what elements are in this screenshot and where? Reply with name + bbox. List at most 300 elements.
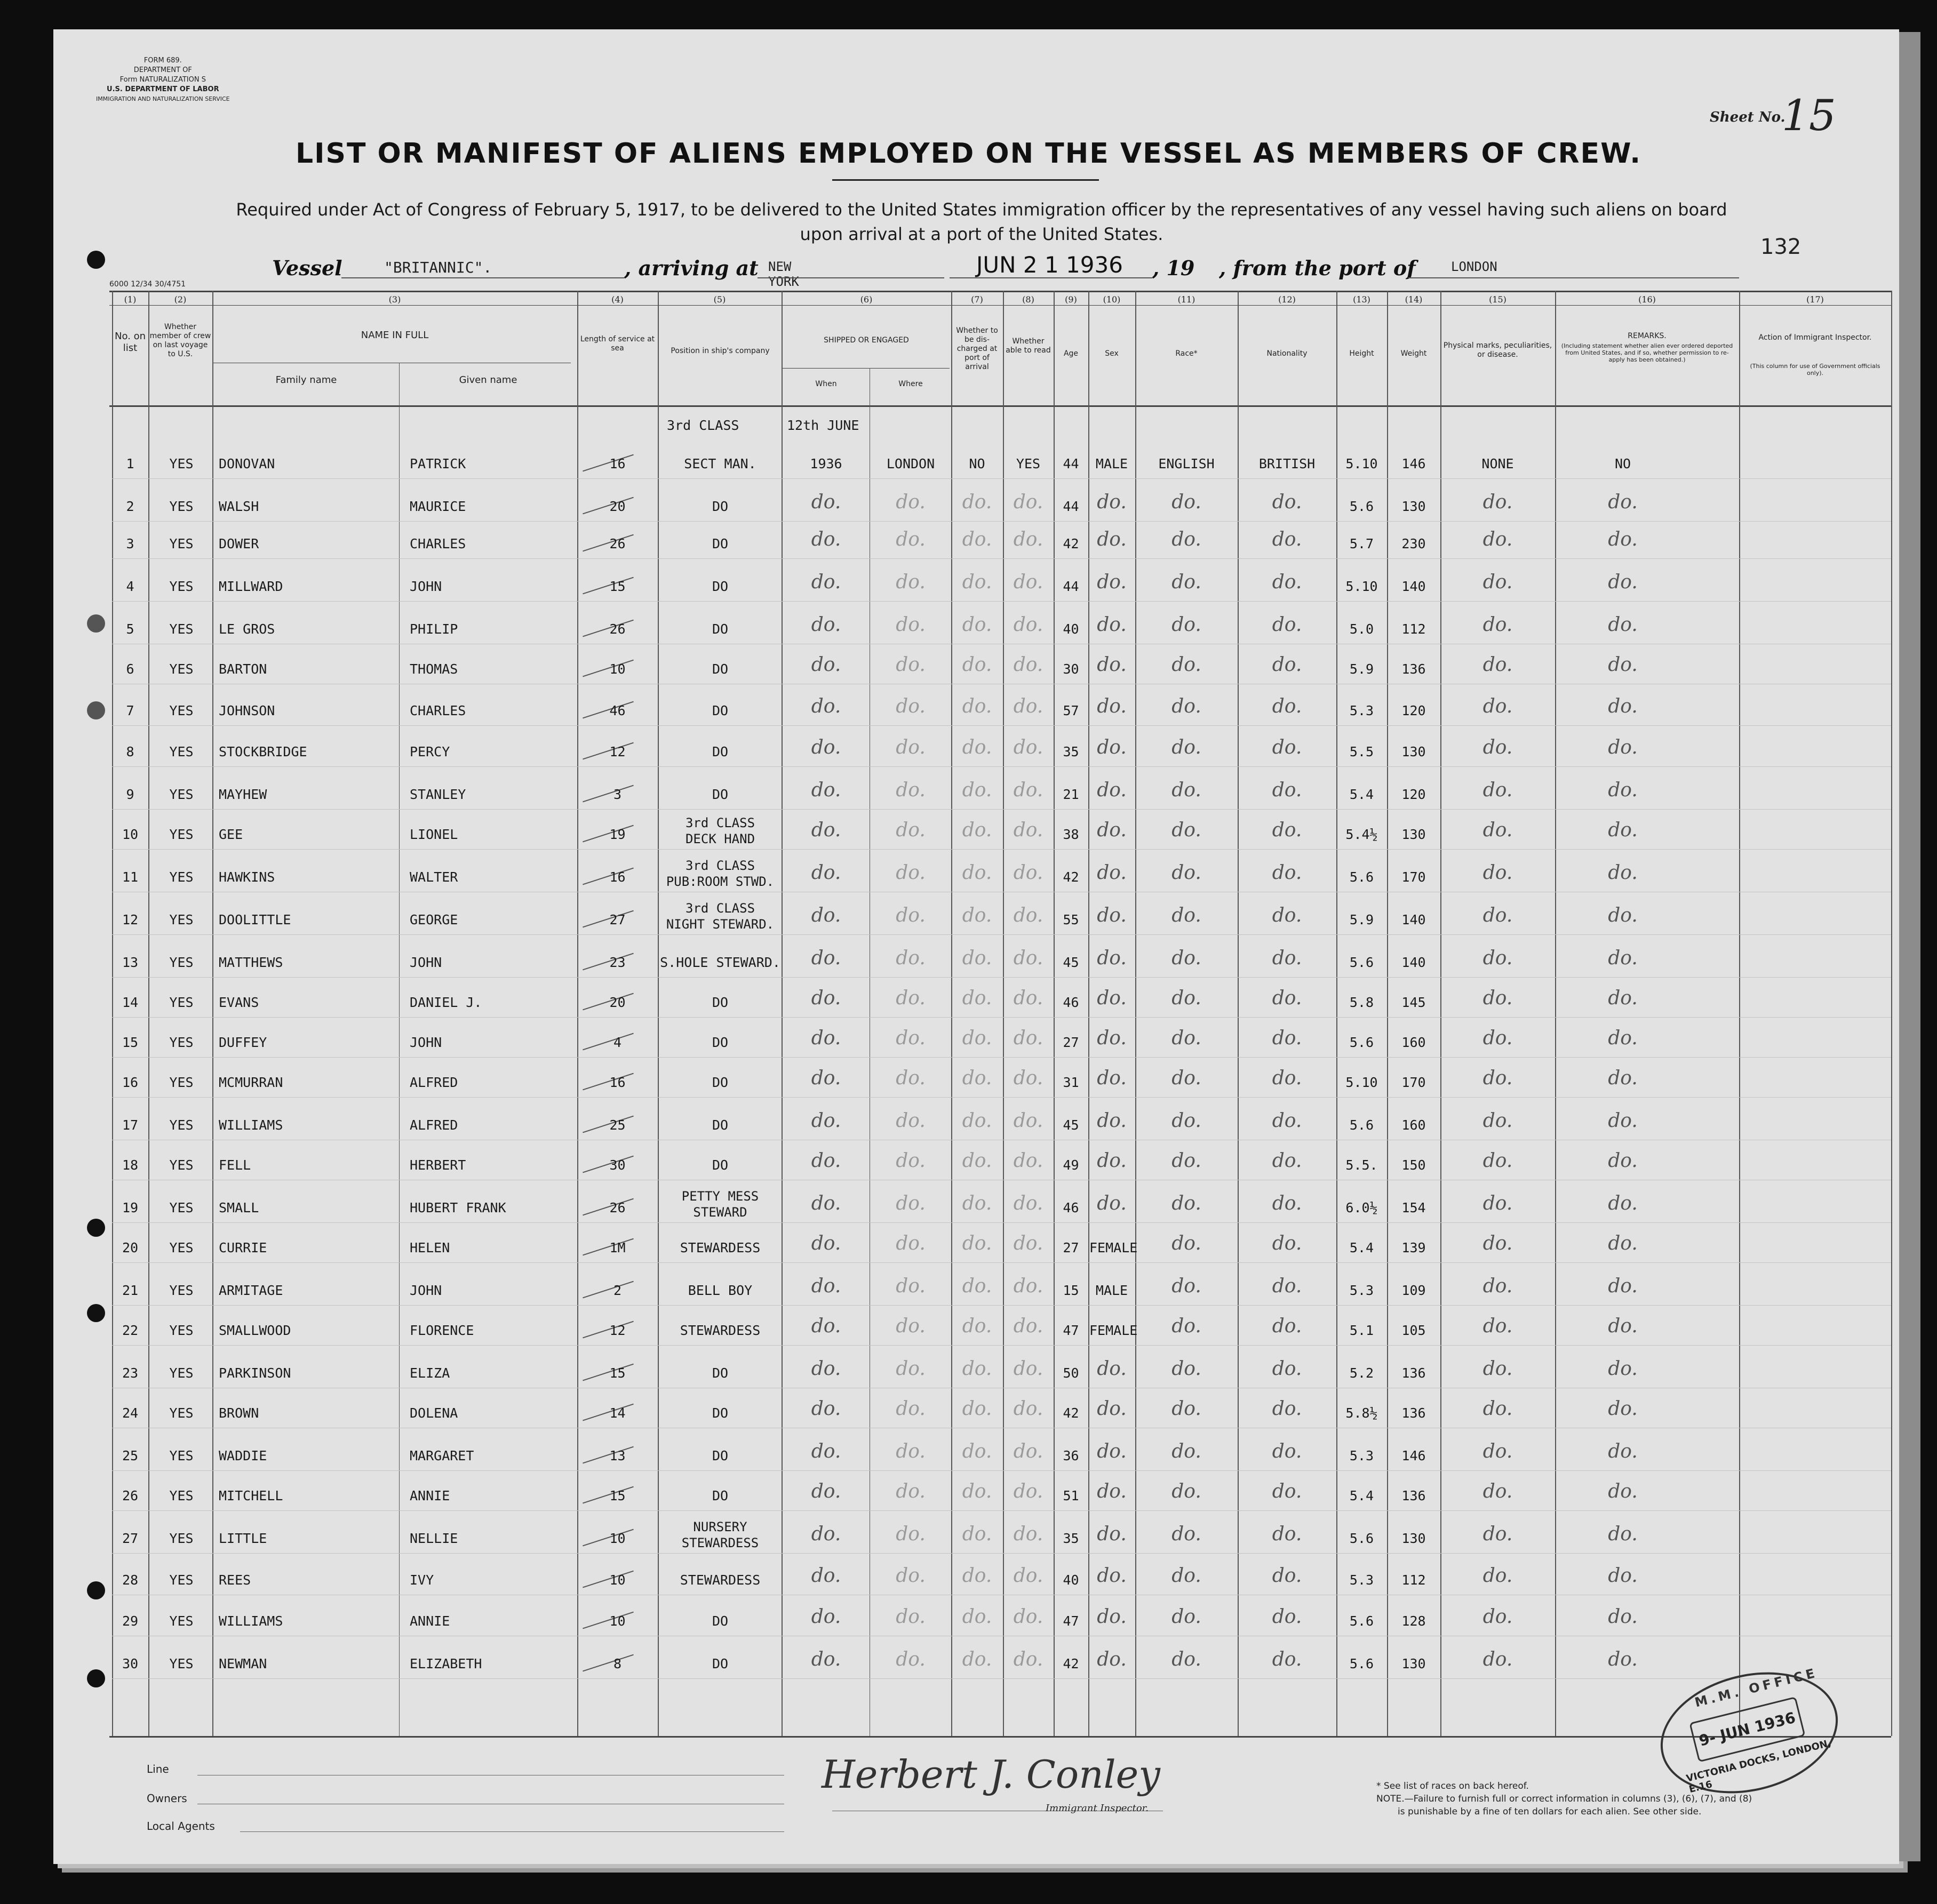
row-family-name: DONOVAN xyxy=(219,456,275,471)
row-read-ditto: do. xyxy=(1013,654,1043,676)
row-nat-ditto: do. xyxy=(1272,1110,1302,1132)
row-given-name: GEORGE xyxy=(410,912,458,927)
row-remarks-ditto: do. xyxy=(1608,529,1638,550)
row-number: 20 xyxy=(122,1240,139,1255)
row-position: DO xyxy=(712,787,729,802)
row-weight: 109 xyxy=(1401,1283,1426,1298)
row-age: 50 xyxy=(1063,1365,1079,1381)
row-read-ditto: do. xyxy=(1013,571,1043,593)
row-nat-ditto: do. xyxy=(1272,987,1302,1009)
row-weight: 140 xyxy=(1401,955,1426,970)
row-age: 31 xyxy=(1063,1075,1079,1090)
colnum-3: (3) xyxy=(388,294,401,305)
row-disch-ditto: do. xyxy=(962,819,992,841)
row-where-ditto: do. xyxy=(896,1606,926,1628)
header-family-name: Family name xyxy=(275,374,337,386)
row-position-2: DECK HAND xyxy=(685,831,755,846)
row-height: 5.9 xyxy=(1349,661,1374,677)
row-position: 3rd CLASS xyxy=(685,815,755,830)
row-rule xyxy=(112,521,1891,522)
row-given-name: THOMAS xyxy=(410,661,458,677)
row-weight: 112 xyxy=(1401,1572,1426,1588)
row-last-voyage: YES xyxy=(169,1200,194,1215)
row-service: 20 xyxy=(609,995,626,1010)
row-position: S.HOLE STEWARD. xyxy=(660,955,780,970)
row-race-ditto: do. xyxy=(1171,862,1201,884)
row-weight: 136 xyxy=(1401,1488,1426,1503)
row-position-2: STEWARDESS xyxy=(681,1535,759,1550)
row-read-ditto: do. xyxy=(1013,695,1043,717)
row-height: 5.4½ xyxy=(1345,827,1378,842)
colnum-rule xyxy=(109,305,1891,306)
row-read-ditto: do. xyxy=(1013,1027,1043,1049)
shipped-sub-rule xyxy=(782,368,950,369)
row-given-name: DOLENA xyxy=(410,1405,458,1421)
row-disch-ditto: do. xyxy=(962,1441,992,1462)
row-age: 38 xyxy=(1063,827,1079,842)
row-marks-ditto: do. xyxy=(1482,1441,1513,1462)
row-nat-ditto: do. xyxy=(1272,1523,1302,1545)
row-service: 4 xyxy=(613,1035,622,1050)
row-read-ditto: do. xyxy=(1013,1358,1043,1380)
row-given-name: JOHN xyxy=(410,1035,442,1050)
row-when-ditto: do. xyxy=(811,1275,841,1297)
row-given-name: PATRICK xyxy=(410,456,466,471)
row-position: 3rd CLASS xyxy=(685,901,755,916)
row-rule xyxy=(112,1097,1891,1098)
row-service: 16 xyxy=(609,456,626,471)
row-last-voyage: YES xyxy=(169,1448,194,1463)
row-disch-ditto: do. xyxy=(962,1150,992,1172)
row-number: 26 xyxy=(122,1488,139,1503)
row-height: 5.6 xyxy=(1349,499,1374,514)
row-position: STEWARDESS xyxy=(680,1240,761,1255)
row-given-name: HERBERT xyxy=(410,1157,466,1173)
row-marks-ditto: do. xyxy=(1482,491,1513,513)
inspector-signature: Herbert J. Conley xyxy=(822,1752,1160,1797)
row-when-ditto: do. xyxy=(811,1027,841,1049)
row-sex-ditto: do. xyxy=(1097,654,1127,676)
row-read-ditto: do. xyxy=(1013,1481,1043,1502)
row-number: 12 xyxy=(122,912,139,927)
row-last-voyage: YES xyxy=(169,703,194,718)
row-family-name: BROWN xyxy=(219,1405,259,1421)
row-weight: 136 xyxy=(1401,1405,1426,1421)
row-number: 1 xyxy=(126,456,134,471)
row-rule xyxy=(112,1262,1891,1263)
row-position: DO xyxy=(712,703,729,718)
row-family-name: SMALLWOOD xyxy=(219,1323,291,1338)
row-height: 5.10 xyxy=(1345,456,1378,471)
row-rule xyxy=(112,934,1891,935)
row-position: DO xyxy=(712,579,729,594)
row-where-ditto: do. xyxy=(896,1398,926,1420)
row-position: DO xyxy=(712,536,729,551)
from-label: , from the port of xyxy=(1219,256,1416,280)
row-weight: 140 xyxy=(1401,579,1426,594)
row-number: 19 xyxy=(122,1200,139,1215)
punch-hole xyxy=(87,251,105,269)
row-age: 44 xyxy=(1063,499,1079,514)
row-race: ENGLISH xyxy=(1158,456,1215,471)
row-height: 5.3 xyxy=(1349,703,1374,718)
row-disch-ditto: do. xyxy=(962,529,992,550)
row-family-name: FELL xyxy=(219,1157,251,1173)
row-service: 14 xyxy=(609,1405,626,1421)
row-when-ditto: do. xyxy=(811,779,841,801)
row-number: 18 xyxy=(122,1157,139,1173)
row-last-voyage: YES xyxy=(169,456,194,471)
row-last-voyage: YES xyxy=(169,1405,194,1421)
row-sex-ditto: do. xyxy=(1097,491,1127,513)
row-marks-ditto: do. xyxy=(1482,1315,1513,1337)
header-discharged: Whether to be dis-charged at port of arrival xyxy=(956,326,998,371)
row-number: 2 xyxy=(126,499,134,514)
row-sex-ditto: do. xyxy=(1097,1606,1127,1628)
row-sex-ditto: do. xyxy=(1097,862,1127,884)
row-when-ditto: do. xyxy=(811,1441,841,1462)
row-marks-ditto: do. xyxy=(1482,819,1513,841)
header-remarks-note: (Including statement whether alien ever ordered deported from United States, and if so, whether permission to re-apply has been obtained.) xyxy=(1561,342,1733,363)
row-family-name: MAYHEW xyxy=(219,787,267,802)
row-marks-ditto: do. xyxy=(1482,1523,1513,1545)
row-family-name: WALSH xyxy=(219,499,259,514)
row-nat-ditto: do. xyxy=(1272,1315,1302,1337)
row-race-ditto: do. xyxy=(1171,1275,1201,1297)
row-read-ditto: do. xyxy=(1013,947,1043,969)
date-underline xyxy=(950,277,1152,278)
row-last-voyage: YES xyxy=(169,827,194,842)
row-age: 27 xyxy=(1063,1035,1079,1050)
row-position: DO xyxy=(712,1035,729,1050)
row-nat-ditto: do. xyxy=(1272,1275,1302,1297)
row-disch-ditto: do. xyxy=(962,1398,992,1420)
row-height: 5.6 xyxy=(1349,1531,1374,1546)
row-last-voyage: YES xyxy=(169,1572,194,1588)
row-read-ditto: do. xyxy=(1013,1110,1043,1132)
row-disch-ditto: do. xyxy=(962,1523,992,1545)
row-position: NURSERY xyxy=(693,1519,747,1534)
row-given-name: JOHN xyxy=(410,955,442,970)
row-height: 5.4 xyxy=(1349,1488,1374,1503)
page-edge xyxy=(1899,32,1920,1861)
row-when-ditto: do. xyxy=(811,862,841,884)
row-disch-ditto: do. xyxy=(962,1606,992,1628)
footer-note-fine: is punishable by a fine of ten dollars for each alien. See other side. xyxy=(1398,1806,1702,1817)
row-sex-ditto: do. xyxy=(1097,614,1127,636)
row-disch-ditto: do. xyxy=(962,1481,992,1502)
row-read-ditto: do. xyxy=(1013,491,1043,513)
row-age: 42 xyxy=(1063,869,1079,885)
row-last-voyage: YES xyxy=(169,1656,194,1671)
row-marks-ditto: do. xyxy=(1482,905,1513,926)
row-weight: 128 xyxy=(1401,1613,1426,1629)
row-race-ditto: do. xyxy=(1171,905,1201,926)
row-age: 44 xyxy=(1063,579,1079,594)
row-weight: 230 xyxy=(1401,536,1426,551)
row-weight: 154 xyxy=(1401,1200,1426,1215)
row-weight: 120 xyxy=(1401,703,1426,718)
header-given-name: Given name xyxy=(459,374,517,386)
row-age: 35 xyxy=(1063,744,1079,759)
row-position: DO xyxy=(712,1365,729,1381)
row-where-ditto: do. xyxy=(896,571,926,593)
row-race-ditto: do. xyxy=(1171,1315,1201,1337)
row-nat-ditto: do. xyxy=(1272,1193,1302,1214)
row-height: 5.6 xyxy=(1349,869,1374,885)
row-remarks-ditto: do. xyxy=(1608,1523,1638,1545)
row-race-ditto: do. xyxy=(1171,1193,1201,1214)
header-where: Where xyxy=(898,380,923,388)
row-race-ditto: do. xyxy=(1171,529,1201,550)
row-rule xyxy=(112,849,1891,850)
row-read-ditto: do. xyxy=(1013,1606,1043,1628)
row-when: 1936 xyxy=(810,456,842,471)
row-race-ditto: do. xyxy=(1171,819,1201,841)
row-read-ditto: do. xyxy=(1013,1649,1043,1670)
row-service: 26 xyxy=(609,621,626,637)
row-position: DO xyxy=(712,1075,729,1090)
row-remarks-ditto: do. xyxy=(1608,987,1638,1009)
row-family-name: MCMURRAN xyxy=(219,1075,283,1090)
row-race-ditto: do. xyxy=(1171,1067,1201,1089)
row-where-ditto: do. xyxy=(896,1110,926,1132)
stamp-address: VICTORIA DOCKS, LONDON, E.16 xyxy=(1685,1737,1832,1796)
row-last-voyage: YES xyxy=(169,1117,194,1133)
row-last-voyage: YES xyxy=(169,1283,194,1298)
row-sex-ditto: do. xyxy=(1097,819,1127,841)
row-when-ditto: do. xyxy=(811,737,841,758)
row-position: DO xyxy=(712,744,729,759)
row-marks-ditto: do. xyxy=(1482,1233,1513,1254)
row-given-name: STANLEY xyxy=(410,787,466,802)
colnum-5: (5) xyxy=(713,294,726,305)
row-service: 27 xyxy=(609,912,626,927)
row-when-ditto: do. xyxy=(811,529,841,550)
row-where-ditto: do. xyxy=(896,1027,926,1049)
row-number: 21 xyxy=(122,1283,139,1298)
row-race-ditto: do. xyxy=(1171,1606,1201,1628)
row-nat-ditto: do. xyxy=(1272,1565,1302,1587)
footer-owners-label: Owners xyxy=(147,1792,187,1805)
stamp-office: M.M. OFFICE xyxy=(1693,1665,1820,1710)
row-family-name: WADDIE xyxy=(219,1448,267,1463)
row-remarks-ditto: do. xyxy=(1608,695,1638,717)
row-read-ditto: do. xyxy=(1013,1067,1043,1089)
row-sex-ditto: do. xyxy=(1097,529,1127,550)
row-weight: 160 xyxy=(1401,1035,1426,1050)
row-given-name: ANNIE xyxy=(410,1488,450,1503)
row-nat-ditto: do. xyxy=(1272,1649,1302,1670)
row-when-ditto: do. xyxy=(811,654,841,676)
row-when-ditto: do. xyxy=(811,987,841,1009)
row-rule xyxy=(112,1470,1891,1471)
vessel-underline xyxy=(341,277,624,278)
colnum-11: (11) xyxy=(1177,294,1195,305)
row-race-ditto: do. xyxy=(1171,1233,1201,1254)
row-position: DO xyxy=(712,621,729,637)
row-remarks-ditto: do. xyxy=(1608,1358,1638,1380)
row-age: 27 xyxy=(1063,1240,1079,1255)
row-position: DO xyxy=(712,995,729,1010)
row-last-voyage: YES xyxy=(169,955,194,970)
row-where-ditto: do. xyxy=(896,695,926,717)
row-weight: 136 xyxy=(1401,661,1426,677)
header-inspector-note: (This column for use of Government officials only). xyxy=(1750,363,1880,377)
pre-row-position: 3rd CLASS xyxy=(667,418,739,433)
row-disch-ditto: do. xyxy=(962,1027,992,1049)
row-where-ditto: do. xyxy=(896,529,926,550)
form-dept: DEPARTMENT OF xyxy=(133,66,192,74)
page-title: LIST OR MANIFEST OF ALIENS EMPLOYED ON THE VESSEL AS MEMBERS OF CREW. xyxy=(296,138,1641,170)
row-number: 10 xyxy=(122,827,139,842)
row-disch-ditto: do. xyxy=(962,1565,992,1587)
row-family-name: JOHNSON xyxy=(219,703,275,718)
row-service: 2 xyxy=(613,1283,622,1298)
row-position: DO xyxy=(712,1488,729,1503)
arrival-date-stamp: JUN 2 1 1936 xyxy=(976,252,1123,278)
row-marks-ditto: do. xyxy=(1482,737,1513,758)
row-nat: BRITISH xyxy=(1258,456,1316,471)
row-remarks-ditto: do. xyxy=(1608,862,1638,884)
row-position: STEWARDESS xyxy=(680,1323,761,1338)
row-service: 46 xyxy=(609,703,626,718)
row-where: LONDON xyxy=(886,456,935,471)
sheet-number: 15 xyxy=(1782,91,1836,140)
form-id-block xyxy=(96,56,230,104)
colnum-6: (6) xyxy=(860,294,873,305)
row-disch-ditto: do. xyxy=(962,1358,992,1380)
row-disch-ditto: do. xyxy=(962,1233,992,1254)
row-height: 5.6 xyxy=(1349,1613,1374,1629)
row-disch-ditto: do. xyxy=(962,695,992,717)
table-top-rule xyxy=(109,291,1891,292)
row-age: 35 xyxy=(1063,1531,1079,1546)
row-where-ditto: do. xyxy=(896,1649,926,1670)
colnum-10: (10) xyxy=(1103,294,1121,305)
row-remarks-ditto: do. xyxy=(1608,947,1638,969)
colnum-13: (13) xyxy=(1353,294,1370,305)
sheet-label: Sheet No. xyxy=(1710,109,1785,125)
row-given-name: ALFRED xyxy=(410,1075,458,1090)
header-last-voyage: Whether member of crew on last voyage to U.S. xyxy=(149,323,211,358)
row-nat-ditto: do. xyxy=(1272,947,1302,969)
row-where-ditto: do. xyxy=(896,1481,926,1502)
row-remarks-ditto: do. xyxy=(1608,1027,1638,1049)
row-race-ditto: do. xyxy=(1171,987,1201,1009)
row-race-ditto: do. xyxy=(1171,1565,1201,1587)
row-read-ditto: do. xyxy=(1013,779,1043,801)
row-family-name: MATTHEWS xyxy=(219,955,283,970)
row-sex-ditto: do. xyxy=(1097,1150,1127,1172)
row-remarks-ditto: do. xyxy=(1608,614,1638,636)
punch-hole xyxy=(87,1669,105,1687)
row-service: 13 xyxy=(609,1448,626,1463)
row-marks-ditto: do. xyxy=(1482,1150,1513,1172)
punch-hole xyxy=(87,1304,105,1322)
row-marks-ditto: do. xyxy=(1482,571,1513,593)
row-race-ditto: do. xyxy=(1171,1358,1201,1380)
table-bottom-rule xyxy=(109,1736,1891,1738)
row-when-ditto: do. xyxy=(811,571,841,593)
row-rule xyxy=(112,809,1891,810)
row-disch-ditto: do. xyxy=(962,905,992,926)
row-where-ditto: do. xyxy=(896,1193,926,1214)
row-rule xyxy=(112,1345,1891,1346)
year-label: , 19 xyxy=(1152,256,1195,280)
row-last-voyage: YES xyxy=(169,1035,194,1050)
row-service: 15 xyxy=(609,1488,626,1503)
row-rule xyxy=(112,1057,1891,1058)
row-marks-ditto: do. xyxy=(1482,654,1513,676)
row-last-voyage: YES xyxy=(169,869,194,885)
row-marks: NONE xyxy=(1481,456,1514,471)
row-read: YES xyxy=(1016,456,1041,471)
row-weight: 170 xyxy=(1401,1075,1426,1090)
row-last-voyage: YES xyxy=(169,1365,194,1381)
header-when: When xyxy=(815,380,837,388)
row-number: 30 xyxy=(122,1656,139,1671)
row-family-name: LITTLE xyxy=(219,1531,267,1546)
row-given-name: HUBERT FRANK xyxy=(410,1200,506,1215)
stamp-date: 9- JUN 1936 xyxy=(1689,1697,1805,1763)
header-length-of-service: Length of service at sea xyxy=(580,335,655,353)
row-weight: 120 xyxy=(1401,787,1426,802)
row-position: STEWARDESS xyxy=(680,1572,761,1588)
row-disch-ditto: do. xyxy=(962,571,992,593)
row-nat-ditto: do. xyxy=(1272,1233,1302,1254)
row-remarks-ditto: do. xyxy=(1608,1193,1638,1214)
row-last-voyage: YES xyxy=(169,621,194,637)
row-given-name: MARGARET xyxy=(410,1448,474,1463)
row-height: 5.8½ xyxy=(1345,1405,1378,1421)
row-age: 46 xyxy=(1063,1200,1079,1215)
row-number: 29 xyxy=(122,1613,139,1629)
row-position-2: PUB:ROOM STWD. xyxy=(666,874,775,889)
row-sex: MALE xyxy=(1095,456,1128,471)
page-subtitle: Required under Act of Congress of February 5, 1917, to be delivered to the United States immigration officer by the representatives of any vessel having such aliens on board upon arrival at a port of the United States. xyxy=(236,199,1727,244)
row-remarks-ditto: do. xyxy=(1608,779,1638,801)
row-race-ditto: do. xyxy=(1171,1110,1201,1132)
row-race-ditto: do. xyxy=(1171,1150,1201,1172)
row-height: 5.6 xyxy=(1349,1035,1374,1050)
row-height: 5.6 xyxy=(1349,1656,1374,1671)
row-given-name: FLORENCE xyxy=(410,1323,474,1338)
row-age: 42 xyxy=(1063,536,1079,551)
row-race-ditto: do. xyxy=(1171,737,1201,758)
row-service: 1M xyxy=(609,1240,626,1255)
row-weight: 145 xyxy=(1401,995,1426,1010)
header-race: Race* xyxy=(1175,349,1198,358)
row-where-ditto: do. xyxy=(896,491,926,513)
row-remarks-ditto: do. xyxy=(1608,737,1638,758)
row-sex-ditto: do. xyxy=(1097,987,1127,1009)
row-rule xyxy=(112,1017,1891,1018)
form-department: U.S. DEPARTMENT OF LABOR xyxy=(107,85,219,93)
row-position: DO xyxy=(712,1117,729,1133)
row-position: SECT MAN. xyxy=(684,456,756,471)
row-when-ditto: do. xyxy=(811,1358,841,1380)
row-given-name: ELIZA xyxy=(410,1365,450,1381)
row-weight: 130 xyxy=(1401,499,1426,514)
arriving-port: NEW YORK xyxy=(768,259,799,289)
row-family-name: STOCKBRIDGE xyxy=(219,744,307,759)
print-code: 6000 12/34 30/4751 xyxy=(109,280,186,289)
footer-agents-label: Local Agents xyxy=(147,1820,215,1833)
row-family-name: WILLIAMS xyxy=(219,1613,283,1629)
row-disch-ditto: do. xyxy=(962,1110,992,1132)
row-height: 5.1 xyxy=(1349,1323,1374,1338)
